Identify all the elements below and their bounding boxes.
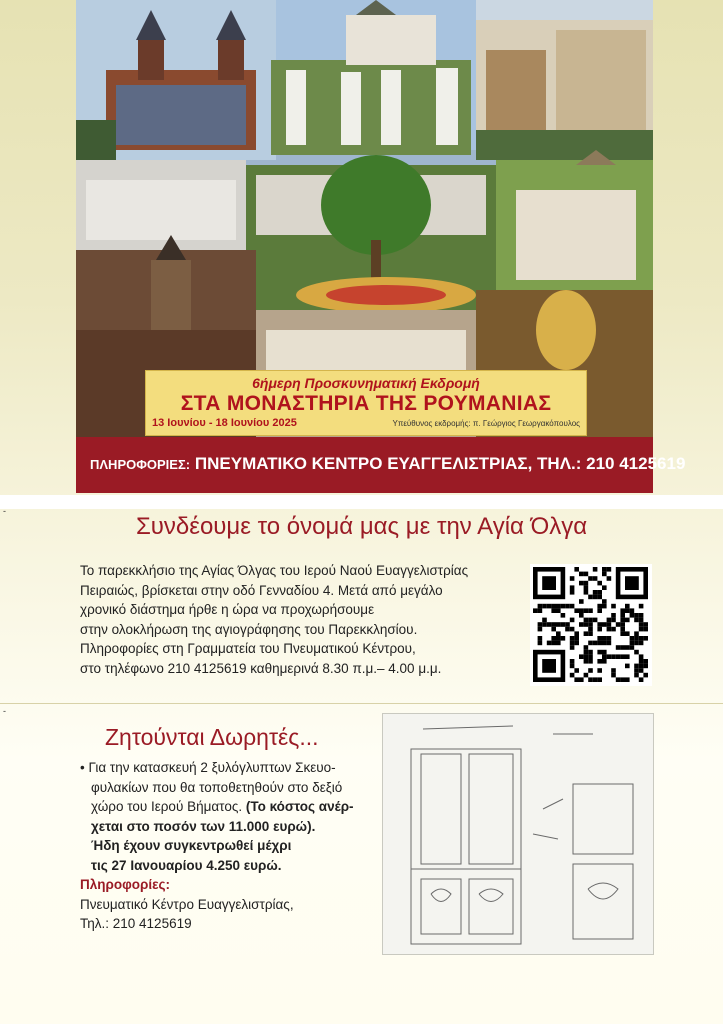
- section2-line: χρονικό διάστημα ήρθε η ώρα να προχωρήσουμε: [80, 602, 375, 617]
- section2-line: Πληροφορίες στη Γραμματεία του Πνευματικού Κέντρου,: [80, 641, 416, 656]
- donors-line: [80, 797, 360, 817]
- poster-info-text: [90, 454, 685, 474]
- section3-info-label: Πληροφορίες:: [80, 877, 171, 892]
- section3-info-line: Πνευματικό Κέντρο Ευαγγελιστρίας,: [80, 896, 294, 912]
- trip-subtitle: 6ήμερη Προσκυνηματική Εκδρομή: [252, 375, 480, 391]
- section-separator: [0, 495, 723, 509]
- donors-cost-line: χεται στο ποσόν των 11.000 ευρώ).: [91, 818, 316, 834]
- donors-collected-line: Ήδη έχουν συγκεντρωθεί μέχρι: [91, 838, 292, 853]
- section3-info-line: Τηλ.: 210 4125619: [80, 916, 192, 931]
- section2-line: στην ολοκλήρωση της αγιογράφησης του Παρεκκλησίου.: [80, 621, 418, 637]
- margin-mark: -: [3, 706, 6, 716]
- donors-collected-line: τις 27 Ιανουαρίου 4.250 ευρώ.: [91, 857, 282, 873]
- donors-text: Για την κατασκευή 2 ξυλόγλυπτων Σκευο-: [88, 760, 336, 775]
- donors-text: χώρο του Ιερού Βήματος.: [91, 799, 246, 814]
- donors-line: φυλακίων που θα τοποθετηθούν στο δεξιό: [91, 779, 343, 795]
- section3-title: Ζητούνται Δωρητές...: [105, 724, 319, 750]
- cabinet-sketch-drawing: [382, 713, 654, 955]
- donors-cost-text: (Το κόστος ανέρ-: [245, 799, 354, 814]
- trip-dates: 13 Ιουνίου - 18 Ιουνίου 2025: [152, 417, 297, 429]
- section2-line: Πειραιώς, βρίσκεται στην οδό Γενναδίου 4. Μετά από μεγάλο: [80, 582, 443, 598]
- section-divider: [0, 703, 723, 704]
- poster-info-bar: [76, 437, 686, 493]
- donors-line: [80, 758, 360, 778]
- section2-line: Το παρεκκλήσιο της Αγίας Όλγας του Ιερού Ναού Ευαγγελιστρίας: [80, 563, 469, 578]
- margin-mark: -: [3, 506, 6, 516]
- section2-title: Συνδέουμε το όνομά μας με την Αγία Όλγα: [135, 513, 588, 540]
- section2-paragraph: [80, 561, 520, 678]
- trip-title: ΣΤΑ ΜΟΝΑΣΤΗΡΙΑ ΤΗΣ ΡΟΥΜΑΝΙΑΣ: [180, 392, 552, 415]
- poster-info-value: ΠΝΕΥΜΑΤΙΚΟ ΚΕΝΤΡΟ ΕΥΑΓΓΕΛΙΣΤΡΙΑΣ, ΤΗΛ.: 210 4125619: [194, 454, 686, 473]
- trip-title-box: [145, 370, 587, 436]
- trip-responsible: Υπεύθυνος εκδρομής: π. Γεώργιος Γεωργακόπουλος: [392, 419, 580, 428]
- qr-code[interactable]: [530, 564, 652, 686]
- section2-line: στο τηλέφωνο 210 4125619 καθημερινά 8.30 π.μ.– 4.00 μ.μ.: [80, 660, 442, 676]
- section3-body: [80, 758, 360, 934]
- poster-info-label: ΠΛΗΡΟΦΟΡΙΕΣ:: [90, 457, 191, 472]
- bullet: •: [80, 760, 85, 775]
